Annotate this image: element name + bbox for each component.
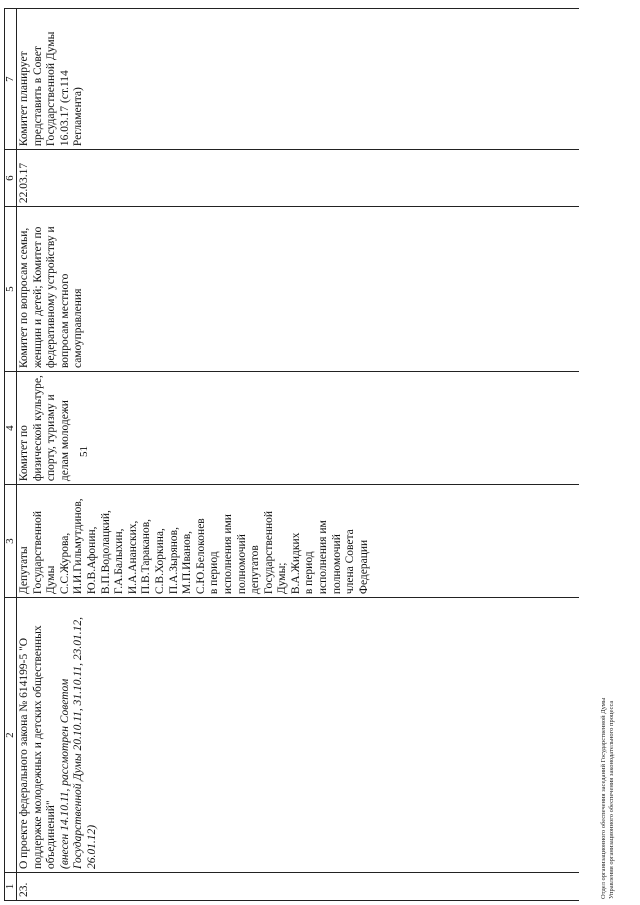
author-line: Ю.В.Афонин, (85, 526, 98, 595)
author-line: П.А.Зырянов, (167, 527, 180, 595)
author-line: исполнения им (317, 520, 330, 595)
column-number-3: 3 (5, 485, 17, 598)
author-line: Государственной (31, 510, 44, 595)
column-number-7: 7 (5, 9, 17, 150)
author-line: Государственной (262, 510, 275, 595)
author-line: И.А.Ананских, (126, 520, 139, 595)
footer-line-1: Отдел организационного обеспечения заседаний Государственной Думы (600, 697, 607, 899)
author-line: С.В.Хоркина, (153, 528, 166, 595)
author-line: И.И.Гильмутдинов, (72, 498, 85, 595)
author-line: Думы; (276, 562, 289, 595)
column-number-1: 1 (5, 873, 17, 901)
page-number: 51 (78, 446, 90, 457)
column-number-5: 5 (5, 207, 17, 372)
bills-table (4, 8, 579, 901)
footer-line-2: Управления организационного обеспечения законодательного процесса (608, 700, 615, 899)
author-line: П.В.Тараканов, (140, 518, 153, 595)
author-line: члена Совета (344, 529, 357, 595)
authors-list (18, 488, 371, 594)
bill-title: О проекте федерального закона № 614199-5 "О поддержке молодежных и детских общественных объединений" (18, 622, 58, 869)
author-line: В.П.Водолацкий, (99, 510, 112, 595)
author-line: исполнения ими (221, 514, 234, 595)
co-committees-cell: Комитет по вопросам семьи, женщин и детей; Комитет по федеративному устройству и вопросам местного самоуправления (17, 207, 580, 372)
author-line: В.А.Жидких (289, 532, 302, 595)
author-line: Думы (45, 565, 58, 595)
bill-note: (внесен 14.10.11, рассмотрен Советом Государственной Думы 20.10.11, 31.10.11, 23.01.12, 26.01.12) (58, 614, 98, 869)
table-row (17, 9, 580, 901)
author-line: в период (303, 551, 316, 595)
footer (600, 698, 616, 899)
author-line: С.Ю.Белоконев (194, 518, 207, 595)
column-number-row (5, 9, 17, 901)
authors-cell (17, 485, 580, 598)
column-number-6: 6 (5, 150, 17, 207)
author-line: Федерации (357, 539, 370, 595)
committee-cell: Комитет по физической культуре, спорту, туризму и делам молодежи (17, 372, 580, 485)
author-line: М.П.Иванов, (181, 530, 194, 595)
column-number-2: 2 (5, 598, 17, 873)
row-number: 23. (17, 873, 580, 901)
author-line: Депутаты (18, 546, 30, 595)
author-line: полномочий (330, 534, 343, 595)
author-line: депутатов (249, 545, 262, 595)
date-cell: 22.03.17 (17, 150, 580, 207)
author-line: в период (208, 551, 221, 595)
plan-cell: Комитет планирует представить в Совет Государственной Думы 16.03.17 (ст.114 Регламента) (17, 9, 580, 150)
bill-cell (17, 598, 580, 873)
author-line: С.С.Журова, (58, 532, 71, 595)
author-line: Г.А.Балыхин, (113, 528, 126, 595)
column-number-4: 4 (5, 372, 17, 485)
author-line: полномочий (235, 534, 248, 595)
